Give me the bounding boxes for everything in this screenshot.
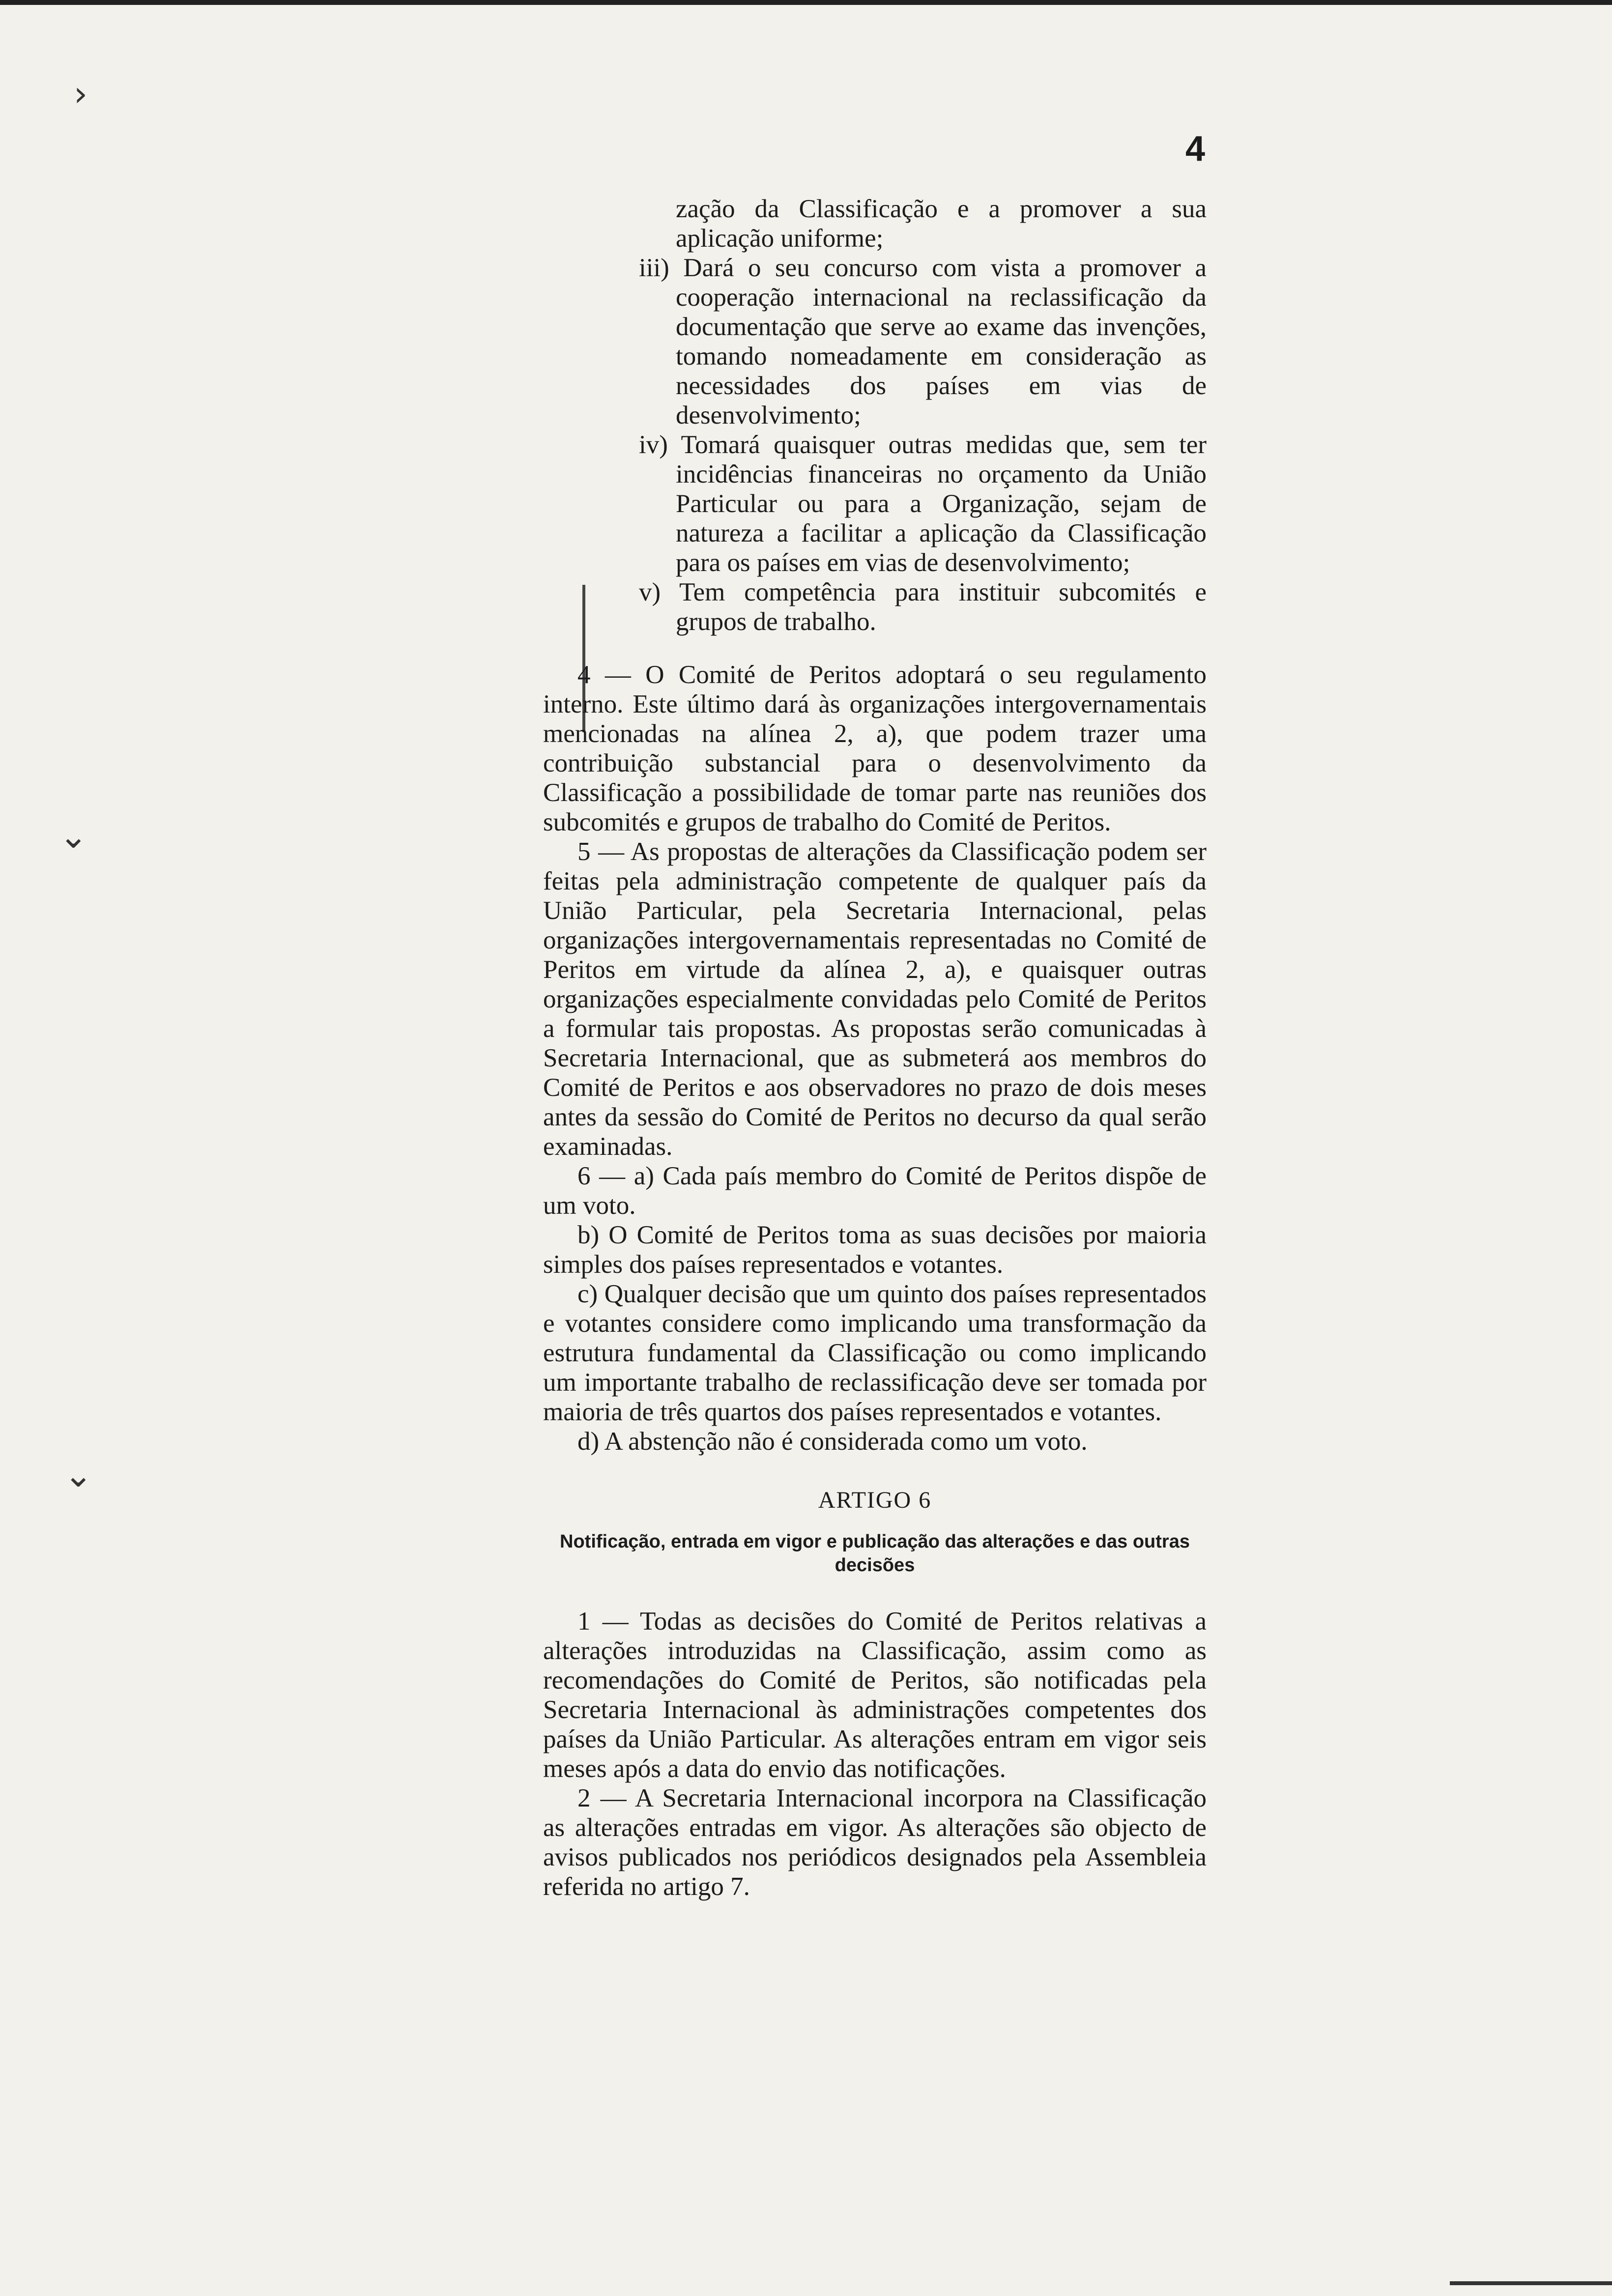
- spacer: [543, 1577, 1207, 1607]
- paragraph-6c: c) Qualquer decisão que um quinto dos países representados e votantes considere como implicando uma transformação da estrutura fundamental da Classificação ou como implicando um importante trabalho de reclassificação deve ser tomada por maioria de três quartos dos países representados e votantes.: [543, 1280, 1207, 1426]
- paragraph-6d: d) A abstenção não é considerada como um voto.: [577, 1427, 1088, 1456]
- paragraph-4: 4 — O Comité de Peritos adoptará o seu regulamento interno. Este último dará às organizações intergovernamentais mencionadas na alínea 2, a), que podem trazer uma contribuição substancial para o desenvolvimento da Classificação a possibilidade de tomar parte nas reuniões dos subcomités e grupos de trabalho do Comité de Peritos.: [543, 660, 1207, 836]
- article-subtitle: Notificação, entrada em vigor e publicação das alterações e das outras decisões: [560, 1531, 1190, 1576]
- spacer: [543, 636, 1207, 660]
- scan-edge-bottom: [1450, 2281, 1612, 2285]
- paragraph-6a: 6 — a) Cada país membro do Comité de Peritos dispõe de um voto.: [543, 1162, 1207, 1220]
- scan-edge-top: [0, 0, 1612, 5]
- article-paragraph-2: 2 — A Secretaria Internacional incorpora na Classificação as alterações entradas em vigor. As alterações são objecto de avisos publicados nos periódicos designados pela Assembleia referida no artigo 7.: [543, 1784, 1207, 1901]
- list-item-v: v) Tem competência para instituir subcomités e grupos de trabalho.: [639, 578, 1207, 636]
- margin-curve-mark-2: ⌄: [64, 1455, 93, 1495]
- page-number: 4: [1185, 129, 1206, 169]
- text-column: [543, 194, 1207, 1901]
- margin-arrow-mark: ›: [74, 74, 87, 114]
- paragraph-6b: b) O Comité de Peritos toma as suas decisões por maioria simples dos países representados e votantes.: [543, 1221, 1207, 1279]
- spacer: [543, 1456, 1207, 1486]
- list-item-iii: iii) Dará o seu concurso com vista a promover a cooperação internacional na reclassificação da documentação que serve ao exame das invenções, tomando nomeadamente em consideração as necessidades dos países em vias de desenvolvimento;: [639, 254, 1207, 430]
- paragraph-5: 5 — As propostas de alterações da Classificação podem ser feitas pela administração competente de qualquer país da União Particular, pela Secretaria Internacional, pelas organizações intergovernamentais representadas no Comité de Peritos em virtude da alínea 2, a), e quaisquer outras organizações especialmente convidadas pelo Comité de Peritos a formular tais propostas. As propostas serão comunicadas à Secretaria Internacional, que as submeterá aos membros do Comité de Peritos e aos observadores no prazo de dois meses antes da sessão do Comité de Peritos no decurso da qual serão examinadas.: [543, 837, 1207, 1161]
- margin-curve-mark: ⌄: [59, 816, 88, 856]
- spacer: [543, 1515, 1207, 1530]
- article-paragraph-1: 1 — Todas as decisões do Comité de Peritos relativas a alterações introduzidas na Classificação, assim como as recomendações do Comité de Peritos, são notificadas pela Secretaria Internacional às administrações competentes dos países da União Particular. As alterações entram em vigor seis meses após a data do envio das notificações.: [543, 1607, 1207, 1783]
- continued-line: zação da Classificação e a promover a sua aplicação uniforme;: [676, 195, 1207, 253]
- article-title: ARTIGO 6: [818, 1487, 932, 1513]
- list-item-iv: iv) Tomará quaisquer outras medidas que, sem ter incidências financeiras no orçamento da União Particular ou para a Organização, sejam de natureza a facilitar a aplicação da Classificação para os países em vias de desenvolvimento;: [639, 430, 1207, 577]
